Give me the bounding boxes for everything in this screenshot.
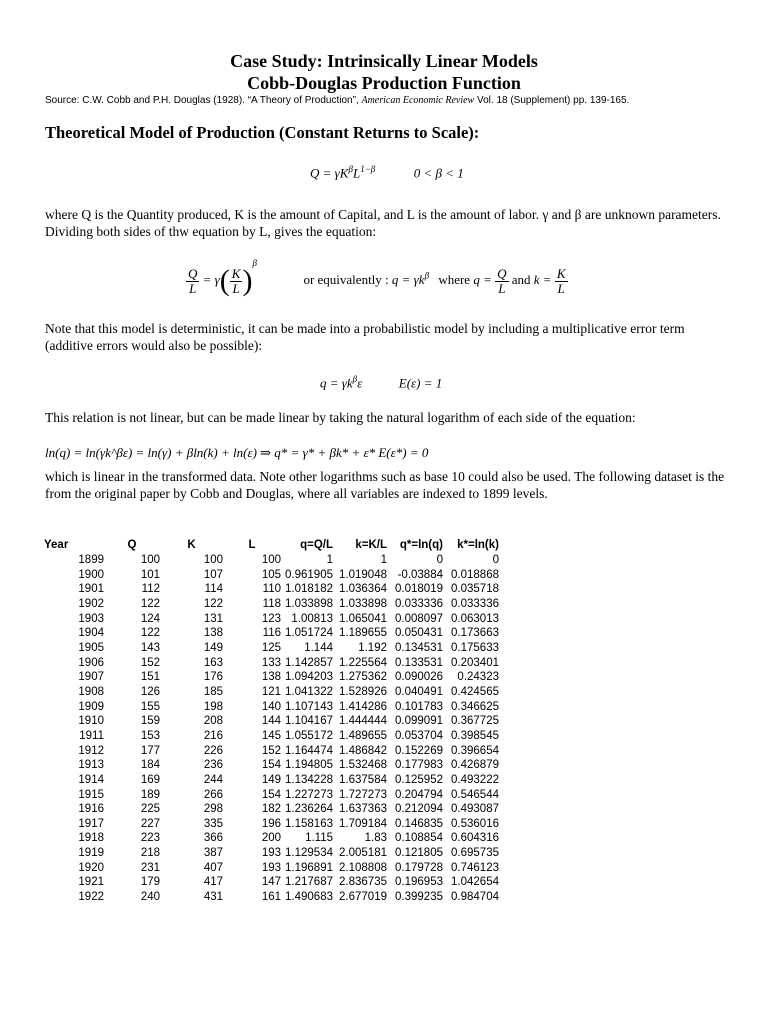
table-cell: 1.107143 [285,700,333,713]
table-cell: 1.414286 [339,700,387,713]
table-cell: 1.065041 [339,612,387,625]
equation-log-linear: ln(q) = ln(γk^βε) = ln(γ) + βln(k) + ln(ε) ⇒ q* = γ* + βk* + ε* E(ε*) = 0 [45,445,429,460]
table-row [44,846,499,861]
table-cell: 223 [140,832,160,845]
table-cell: 1.225564 [339,656,387,669]
table-header-row [44,538,499,553]
header-q: Q [127,539,137,551]
table-cell: 1.727273 [339,788,387,801]
table-cell: 1.444444 [339,715,387,728]
table-cell: 176 [203,671,223,684]
table-cell: 1918 [78,832,104,845]
source-citation [45,95,629,106]
table-row [44,875,499,890]
equation-per-labor: $\frac{Q}{L}$ = γ( $\frac{K}{L}$ )$^\beta$ or equivalently : $q = \gamma k^\beta$ where q = $\frac{Q}{L}$ and k = $\frac{K}{L}$ [188,258,566,298]
table-cell: 0.399235 [395,891,443,904]
table-cell: 1.196891 [285,861,333,874]
table-cell: 185 [203,685,223,698]
table-cell: 0.053704 [395,729,443,742]
header-k: K [187,539,196,551]
header-ln-k: k*=ln(k) [457,539,499,551]
table-cell: 1.275362 [339,671,387,684]
table-cell: 0.008097 [395,612,443,625]
table-row [44,773,499,788]
table-cell: 0.204794 [395,788,443,801]
table-row [44,612,499,627]
table-cell: 1.055172 [285,729,333,742]
table-cell: 1.532468 [339,759,387,772]
table-cell: 1.83 [364,832,387,845]
table-cell: 161 [261,891,281,904]
table-cell: 244 [203,773,223,786]
table-cell: 1.104167 [285,715,333,728]
table-cell: 1908 [78,685,104,698]
table-cell: 0 [492,554,499,566]
section-heading: Theoretical Model of Production (Constant Returns to Scale): [45,123,480,142]
table-cell: 154 [261,759,281,772]
table-cell: 0.063013 [451,612,499,625]
table-cell: 1905 [78,641,104,654]
table-cell: 335 [203,817,223,830]
table-cell: 1.490683 [285,891,333,904]
table-cell: 105 [261,568,281,581]
table-cell: 236 [203,759,223,772]
table-cell: 1.637363 [339,803,387,816]
header-q-over-l: q=Q/L [300,539,333,551]
table-cell: 1.019048 [339,568,387,581]
table-cell: 123 [261,612,281,625]
table-cell: 177 [140,744,160,757]
table-cell: 0.050431 [395,627,443,640]
table-cell: 198 [203,700,223,713]
table-row [44,890,499,905]
table-cell: 417 [203,876,223,889]
table-cell: 407 [203,861,223,874]
table-cell: 131 [203,612,223,625]
equation-production: $Q = \gamma K^\beta L^{1-\beta}$ 0 < β < 1 [310,164,464,181]
table-cell: 225 [140,803,160,816]
table-cell: 0.175633 [451,641,499,654]
table-cell: 144 [261,715,281,728]
table-cell: 0.398545 [451,729,499,742]
table-cell: 1.709184 [339,817,387,830]
table-row [44,670,499,685]
table-cell: 0.040491 [395,685,443,698]
table-cell: 193 [261,861,281,874]
source-prefix: Source: C.W. Cobb and P.H. Douglas (1928). “A Theory of Production”, [45,95,359,106]
table-cell: 107 [203,568,223,581]
table-cell: 0.695735 [451,847,499,860]
table-cell: 1 [326,554,333,566]
title-line-2: Cobb-Douglas Production Function [247,73,521,93]
table-cell: 1.637584 [339,773,387,786]
table-cell: 1.142857 [285,656,333,669]
table-cell: 1.036364 [339,583,387,596]
table-cell: 1.144 [304,641,333,654]
table-row [44,568,499,583]
table-cell: 1.227273 [285,788,333,801]
table-cell: 1.194805 [285,759,333,772]
table-cell: 1.129534 [285,847,333,860]
table-cell: 1917 [78,817,104,830]
table-cell: 126 [140,685,160,698]
table-cell: 2.677019 [339,891,387,904]
table-cell: 1922 [78,891,104,904]
table-cell: 0.396654 [451,744,499,757]
table-cell: 1.018182 [285,583,333,596]
equation-probabilistic: $q = \gamma k^\beta\varepsilon$ E(ε) = 1 [320,374,443,391]
table-cell: 1899 [78,554,104,566]
table-cell: 0.604316 [451,832,499,845]
table-cell: 240 [140,891,160,904]
table-row [44,626,499,641]
table-row [44,641,499,656]
table-cell: 1.217687 [285,876,333,889]
table-cell: 159 [140,715,160,728]
table-cell: 1914 [78,773,104,786]
table-cell: 0.173663 [451,627,499,640]
table-cell: 1906 [78,656,104,669]
table-cell: 1916 [78,803,104,816]
table-cell: 169 [140,773,160,786]
table-row [44,700,499,715]
table-cell: 145 [261,729,281,742]
table-cell: 2.108808 [339,861,387,874]
table-cell: 0.177983 [395,759,443,772]
table-cell: 226 [203,744,223,757]
table-cell: 116 [262,627,281,640]
table-cell: 218 [140,847,160,860]
paragraph-where: where Q is the Quantity produced, K is the amount of Capital, and L is the amount of labor. γ and β are unknown parameters. Dividing both sides of thw equation by L, gives the equation: [45,207,721,239]
table-cell: 1911 [79,729,104,742]
table-cell: 0.018868 [451,568,499,581]
table-cell: 151 [140,671,160,684]
table-cell: 0.133531 [395,656,443,669]
table-cell: 1.164474 [285,744,333,757]
table-cell: 149 [261,773,281,786]
table-cell: 179 [140,876,160,889]
table-cell: 133 [261,656,281,669]
header-year: Year [44,539,69,551]
table-cell: 138 [203,627,223,640]
table-cell: 231 [140,861,160,874]
table-cell: 0.125952 [395,773,443,786]
table-row [44,685,499,700]
table-cell: 152 [140,656,160,669]
table-cell: 0.035718 [451,583,499,596]
table-cell: 1901 [78,583,104,596]
table-cell: 0.146835 [395,817,443,830]
table-row [44,788,499,803]
table-row [44,656,499,671]
table-row [44,861,499,876]
table-cell: -0.03884 [397,568,443,581]
table-cell: 1.033898 [285,597,333,610]
header-ln-q: q*=ln(q) [399,539,443,551]
table-cell: 0.203401 [451,656,499,669]
table-cell: 193 [261,847,281,860]
table-cell: 0.536016 [451,817,499,830]
table-cell: 0.108854 [395,832,443,845]
table-cell: 0.426879 [451,759,499,772]
table-cell: 366 [203,832,223,845]
table-cell: 1.094203 [285,671,333,684]
table-cell: 2.836735 [339,876,387,889]
table-cell: 1.115 [305,832,333,845]
table-cell: 1.192 [358,641,387,654]
table-cell: 118 [262,597,281,610]
table-cell: 124 [140,612,160,625]
table-cell: 431 [203,891,223,904]
table-cell: 149 [203,641,223,654]
table-cell: 100 [203,554,223,566]
equation-constraint: 0 < β < 1 [413,165,464,181]
table-cell: 266 [203,788,223,801]
source-journal: American Economic Review [361,95,475,106]
table-cell: 1.158163 [285,817,333,830]
data-table [44,538,499,905]
table-cell: 1921 [78,876,104,889]
table-cell: 208 [203,715,223,728]
table-cell: 0.746123 [451,861,499,874]
table-cell: 0.546544 [451,788,499,801]
table-row [44,597,499,612]
table-cell: 0.346625 [451,700,499,713]
table-cell: 0.493087 [451,803,499,816]
table-cell: 184 [140,759,160,772]
table-cell: 112 [141,583,160,596]
table-cell: 1915 [78,788,104,801]
table-cell: 155 [140,700,160,713]
table-cell: 1903 [78,612,104,625]
table-cell: 154 [261,788,281,801]
table-cell: 227 [140,817,160,830]
table-cell: 0.24323 [457,671,499,684]
table-cell: 2.005181 [339,847,387,860]
paragraph-transformed: which is linear in the transformed data. Note other logarithms such as base 10 could also be used. The following dataset is the from the original paper by Cobb and Douglas, where all variables are indexed to 1899 levels. [45,469,725,501]
table-cell: 143 [140,641,160,654]
table-cell: 121 [261,685,281,698]
table-cell: 0.424565 [451,685,499,698]
table-cell: 216 [203,729,223,742]
table-cell: 0.090026 [395,671,443,684]
table-cell: 122 [140,597,160,610]
table-cell: 196 [261,817,281,830]
table-cell: 1 [380,554,387,566]
table-cell: 1902 [78,597,104,610]
table-cell: 189 [140,788,160,801]
table-cell: 1904 [78,627,104,640]
table-cell: 0.018019 [395,583,443,596]
table-cell: 140 [261,700,281,713]
fraction-q-over-l: $\frac{Q}{L}$ [188,265,198,296]
header-l: L [248,539,256,551]
table-cell: 110 [262,583,281,596]
table-row [44,714,499,729]
table-row [44,831,499,846]
table-cell: 100 [140,554,160,566]
source-suffix: Vol. 18 (Supplement) pp. 139-165. [476,95,630,106]
table-row [44,744,499,759]
table-cell: 0.033336 [451,597,499,610]
table-row [44,553,499,568]
table-cell: 163 [203,656,223,669]
table-row [44,802,499,817]
table-cell: 1.489655 [339,729,387,742]
table-cell: 114 [204,583,223,596]
table-cell: 0.984704 [451,891,499,904]
table-cell: 0.152269 [395,744,443,757]
table-cell: 1907 [78,671,104,684]
table-cell: 1.041322 [285,685,333,698]
table-cell: 298 [203,803,223,816]
table-cell: 1910 [78,715,104,728]
table-cell: 1.236264 [285,803,333,816]
table-cell: 200 [261,832,281,845]
table-cell: 1913 [78,759,104,772]
table-cell: 182 [261,803,281,816]
table-row [44,758,499,773]
table-cell: 100 [261,554,281,566]
table-cell: 125 [261,641,281,654]
table-cell: 0.121805 [395,847,443,860]
fraction-k-over-l: $\frac{K}{L}$ [231,265,241,296]
table-cell: 153 [140,729,160,742]
table-cell: 152 [261,744,281,757]
table-cell: 1919 [78,847,104,860]
table-cell: 1.134228 [285,773,333,786]
table-cell: 1.528926 [339,685,387,698]
table-cell: 0.033336 [395,597,443,610]
table-cell: 0.196953 [395,876,443,889]
table-cell: 1.486842 [339,744,387,757]
table-cell: 138 [261,671,281,684]
table-cell: 0.179728 [395,861,443,874]
table-row [44,729,499,744]
table-cell: 101 [140,568,160,581]
table-cell: 1920 [78,861,104,874]
table-cell: 0.101783 [395,700,443,713]
table-row [44,817,499,832]
table-cell: 1.042654 [451,876,499,889]
table-cell: 122 [140,627,160,640]
table-cell: 0.367725 [451,715,499,728]
table-cell: 147 [261,876,281,889]
table-cell: 0.134531 [395,641,443,654]
table-row [44,582,499,597]
table-cell: 0.099091 [395,715,443,728]
table-cell: 1.033898 [339,597,387,610]
table-cell: 387 [203,847,223,860]
table-cell: 122 [203,597,223,610]
paragraph-deterministic: Note that this model is deterministic, it can be made into a probabilistic model by including a multiplicative error term (additive errors would also be possible): [45,321,685,353]
table-cell: 0.212094 [395,803,443,816]
table-cell: 0.961905 [285,568,333,581]
table-cell: 1909 [78,700,104,713]
header-k-over-l: k=K/L [355,539,387,551]
table-cell: 1912 [78,744,104,757]
table-cell: 0.493222 [451,773,499,786]
table-body [44,553,499,905]
table-cell: 1.00813 [291,612,333,625]
paragraph-not-linear: This relation is not linear, but can be made linear by taking the natural logarithm of each side of the equation: [45,410,636,425]
table-cell: 1.051724 [285,627,333,640]
table-cell: 1.189655 [339,627,387,640]
table-cell: 1900 [78,568,104,581]
title-line-1: Case Study: Intrinsically Linear Models [230,51,538,71]
table-cell: 0 [436,554,443,566]
